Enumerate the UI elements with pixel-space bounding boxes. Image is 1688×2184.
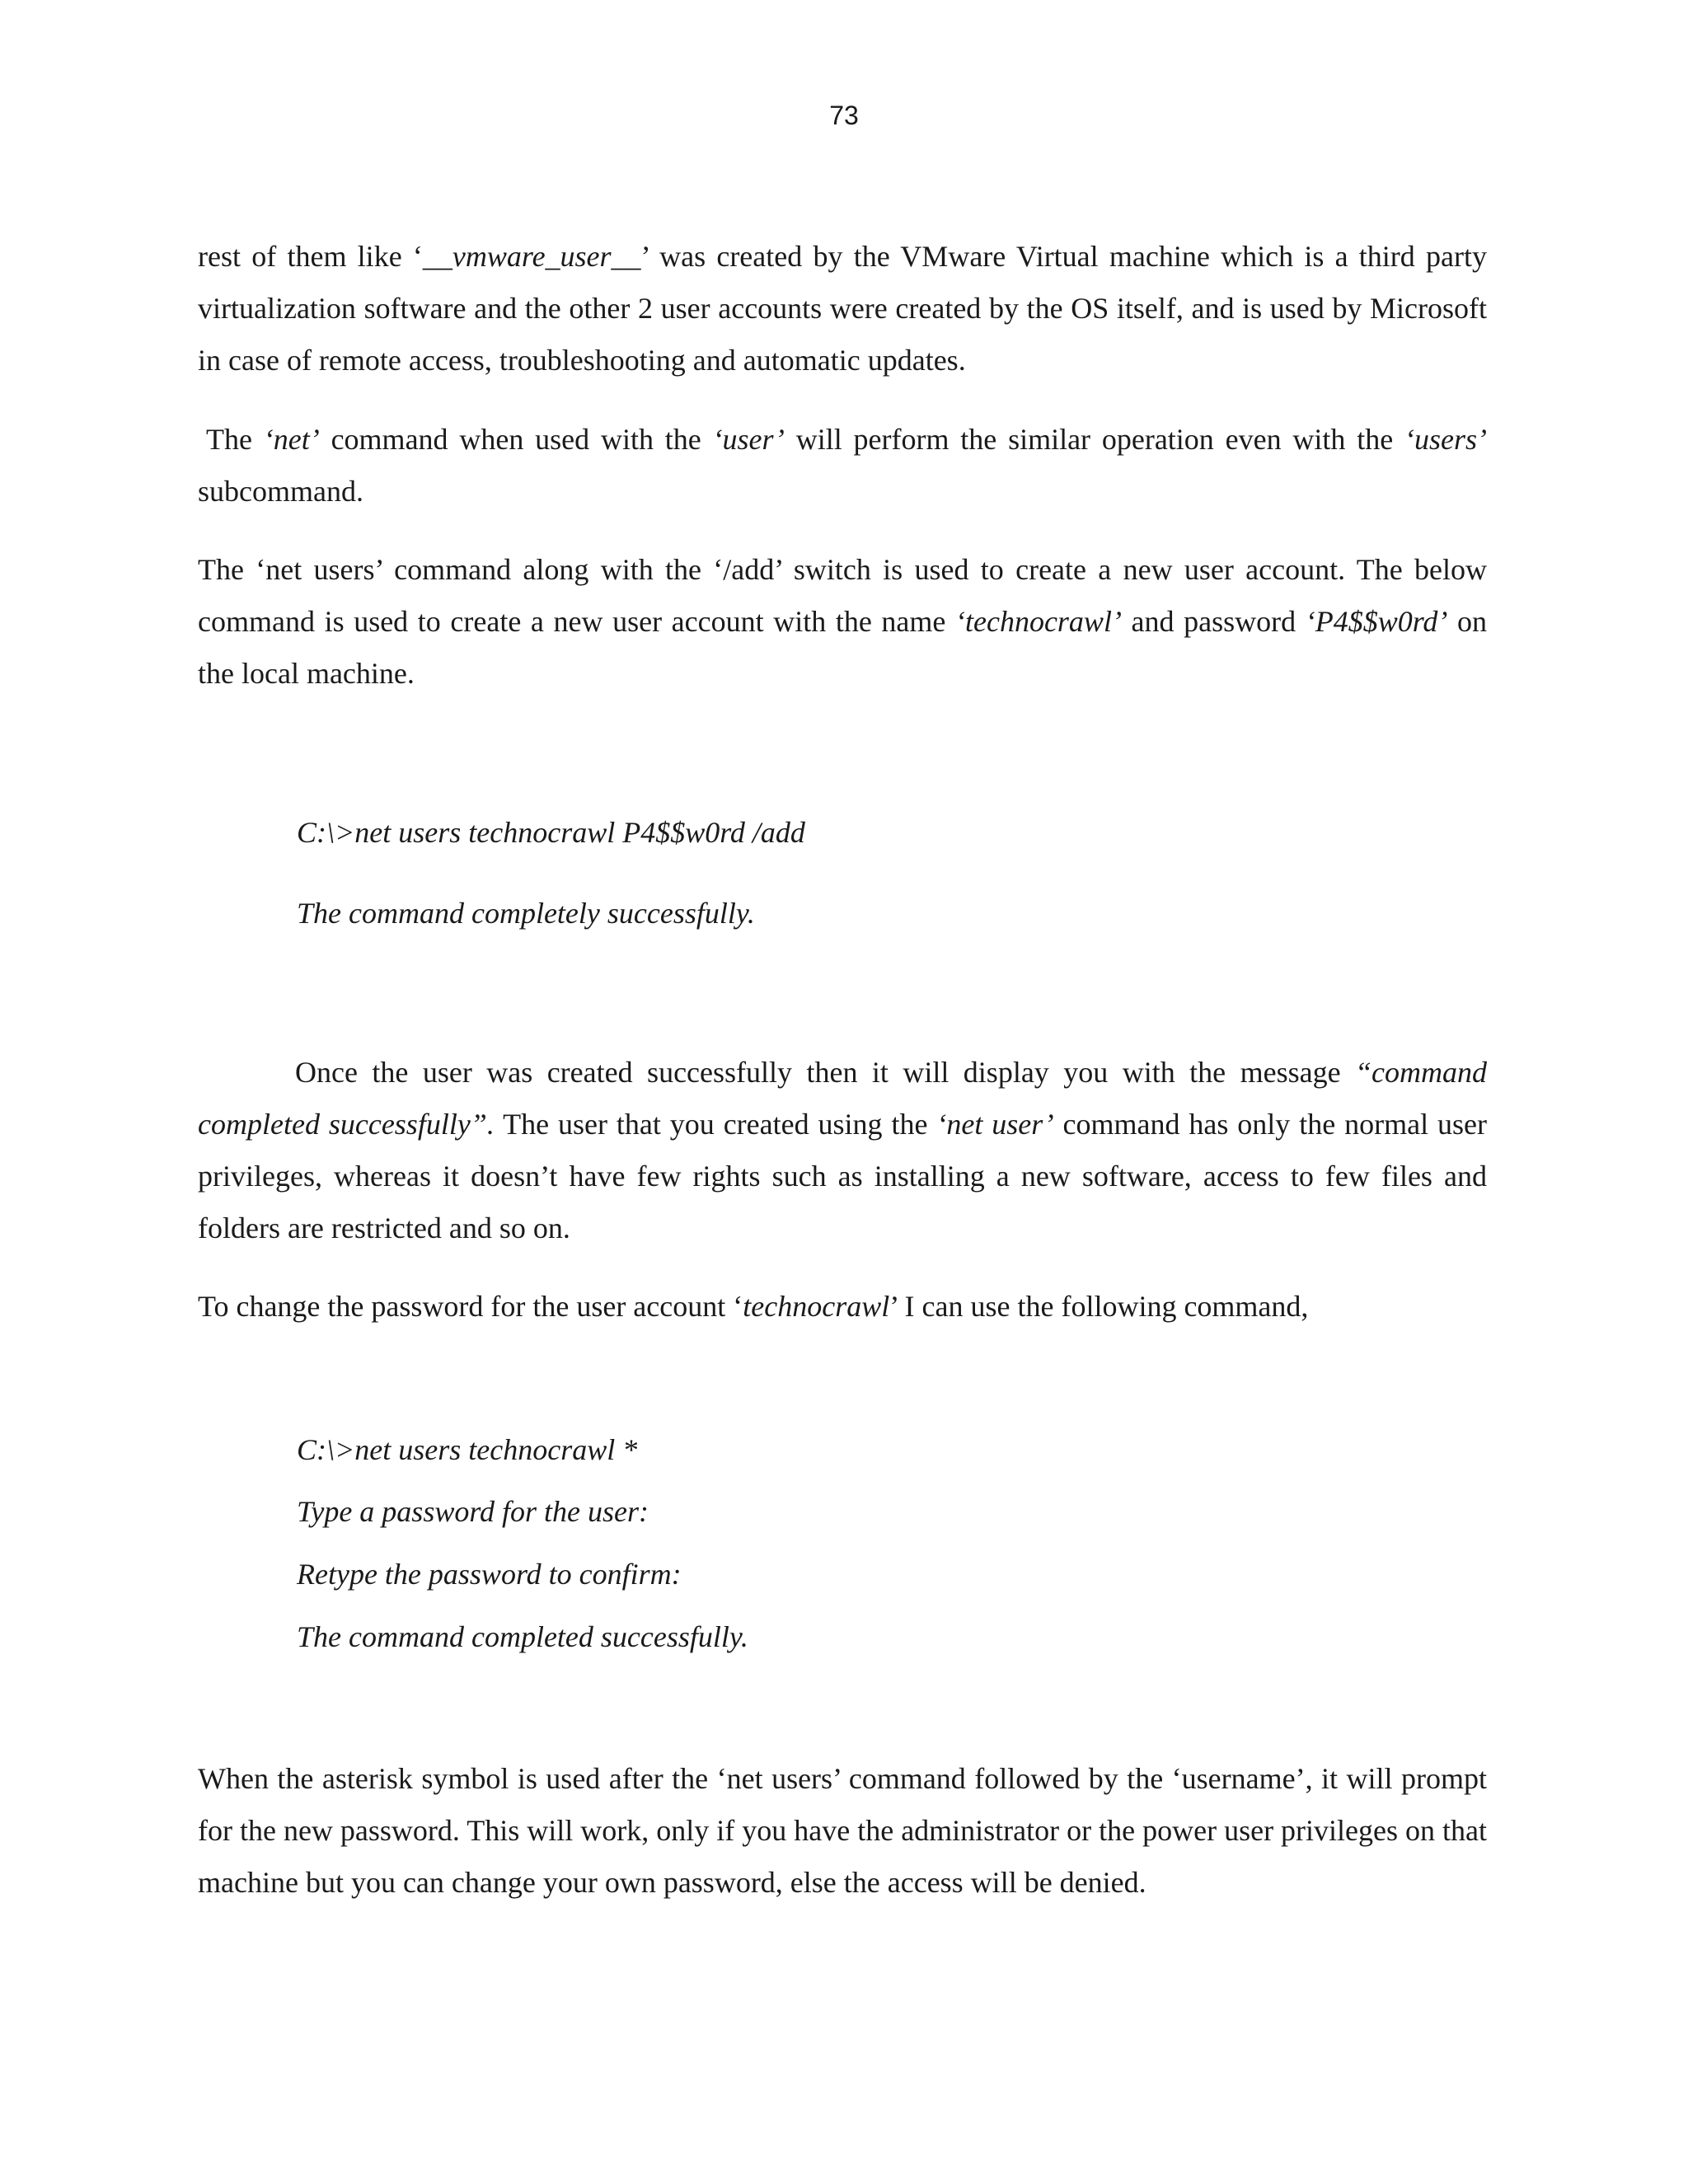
- code-line: The command completed successfully.: [297, 1620, 748, 1653]
- code-line: Retype the password to confirm:: [297, 1558, 682, 1591]
- text-run: and password: [1121, 605, 1306, 638]
- code-line: The command completely successfully.: [297, 897, 755, 930]
- italic-run: ‘net user’: [936, 1108, 1054, 1141]
- text-run: Once the user was created successfully then it will display you with the message: [295, 1056, 1355, 1089]
- text-run: The ‘net users’ command along with the ‘/add’ switch is used to create a new user account. The below command is used to create a new user account with the name: [198, 553, 1487, 638]
- italic-run: ‘P4$$w0rd’: [1305, 605, 1448, 638]
- italic-run: __vmware_user__: [422, 240, 641, 273]
- italic-run: ‘user’: [712, 423, 785, 456]
- paragraph-net-command: [198, 414, 1487, 518]
- italic-run: ‘users’: [1404, 423, 1487, 456]
- text-run: subcommand.: [198, 475, 363, 508]
- italic-run: ‘technocrawl’: [955, 605, 1122, 638]
- text-run: command has only the normal user privileges, whereas it doesn’t have few rights such as installing a new software, access to few files and folders are restricted and so on.: [198, 1108, 1487, 1244]
- code-line: C:\>net users technocrawl P4$$w0rd /add: [297, 816, 805, 849]
- page-number: 73: [829, 101, 859, 130]
- text-run: The: [206, 423, 264, 456]
- italic-run: ‘net’: [263, 423, 320, 456]
- paragraph-add-switch: [198, 544, 1487, 700]
- paragraph-change-password: [198, 1281, 1487, 1333]
- paragraph-user-created: [198, 1047, 1487, 1254]
- paragraph-asterisk: [198, 1753, 1487, 1909]
- text-run: To change the password for the user account ‘: [198, 1290, 743, 1323]
- text-run: command when used with the: [319, 423, 713, 456]
- text-run: will perform the similar operation even with the: [784, 423, 1405, 456]
- italic-run: “command completed successfully”.: [198, 1056, 1487, 1141]
- text-run: ’ I can use the following command,: [889, 1290, 1309, 1323]
- code-line: C:\>net users technocrawl *: [297, 1433, 638, 1466]
- text-run: on the local machine.: [198, 605, 1487, 690]
- text-run: rest of them like ‘: [198, 240, 423, 273]
- italic-run: technocrawl: [743, 1290, 890, 1323]
- code-line: Type a password for the user:: [297, 1495, 649, 1528]
- text-run: ’ was created by the VMware Virtual machine which is a third party virtualization software and the other 2 user accounts were created by the OS itself, and is used by Microsoft in case of remote access, troubleshooting and automatic updates.: [198, 240, 1488, 377]
- paragraph-vmware-user: [198, 231, 1487, 387]
- text-run: The user that you created using the: [494, 1108, 937, 1141]
- text-run: When the asterisk symbol is used after the ‘net users’ command followed by the ‘username’, it will prompt for the new password. This will work, only if you have the administrator or the power user privileges on that machine but you can change your own password, else the access will be denied.: [198, 1762, 1487, 1899]
